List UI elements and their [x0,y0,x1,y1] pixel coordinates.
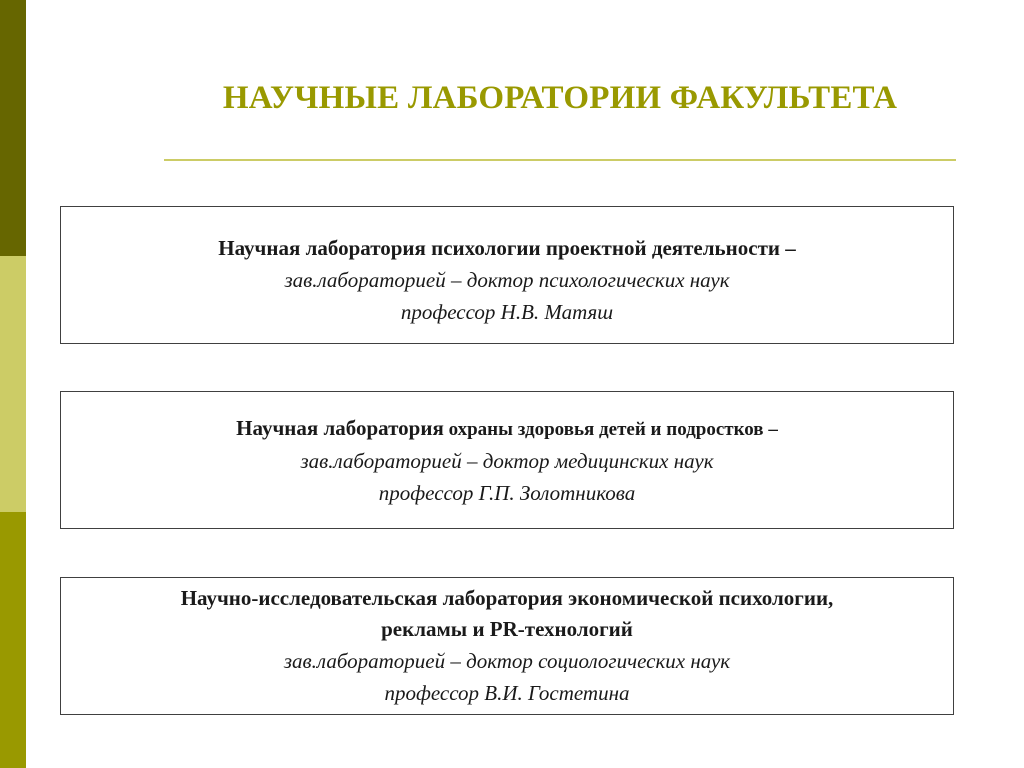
lab-head-title: зав.лабораторией – доктор психологических наук [284,268,730,292]
side-stripe-mid [0,512,26,768]
lab-head-person: профессор Н.В. Матяш [400,300,614,324]
title-divider [164,159,956,161]
lab-card-economic-psychology [60,577,954,715]
lab-head-person: профессор Г.П. Золотникова [378,481,636,505]
lab-name: Научная лаборатория психологии проектной деятельности – [218,236,796,260]
lab-head-title: зав.лабораторией – доктор медицинских наук [300,449,714,473]
lab-name-rest: охраны здоровья детей и подростков – [443,419,778,440]
lab-head-person: профессор В.И. Гостетина [384,681,630,705]
lab-card-child-health [60,391,954,529]
slide-title: НАУЧНЫЕ ЛАБОРАТОРИИ ФАКУЛЬТЕТА [222,80,898,116]
side-stripe-dark [0,0,26,256]
lab-name-main: Научная лаборатория [236,416,444,440]
lab-card-project-psychology [60,206,954,344]
side-stripe-light [0,256,26,512]
lab-name-line1: Научно-исследовательская лаборатория экономической психологии, [180,586,834,610]
lab-name-line2: рекламы и PR-технологий [381,617,633,641]
lab-name [61,413,953,445]
lab-head-title: зав.лабораторией – доктор социологических наук [283,649,731,673]
